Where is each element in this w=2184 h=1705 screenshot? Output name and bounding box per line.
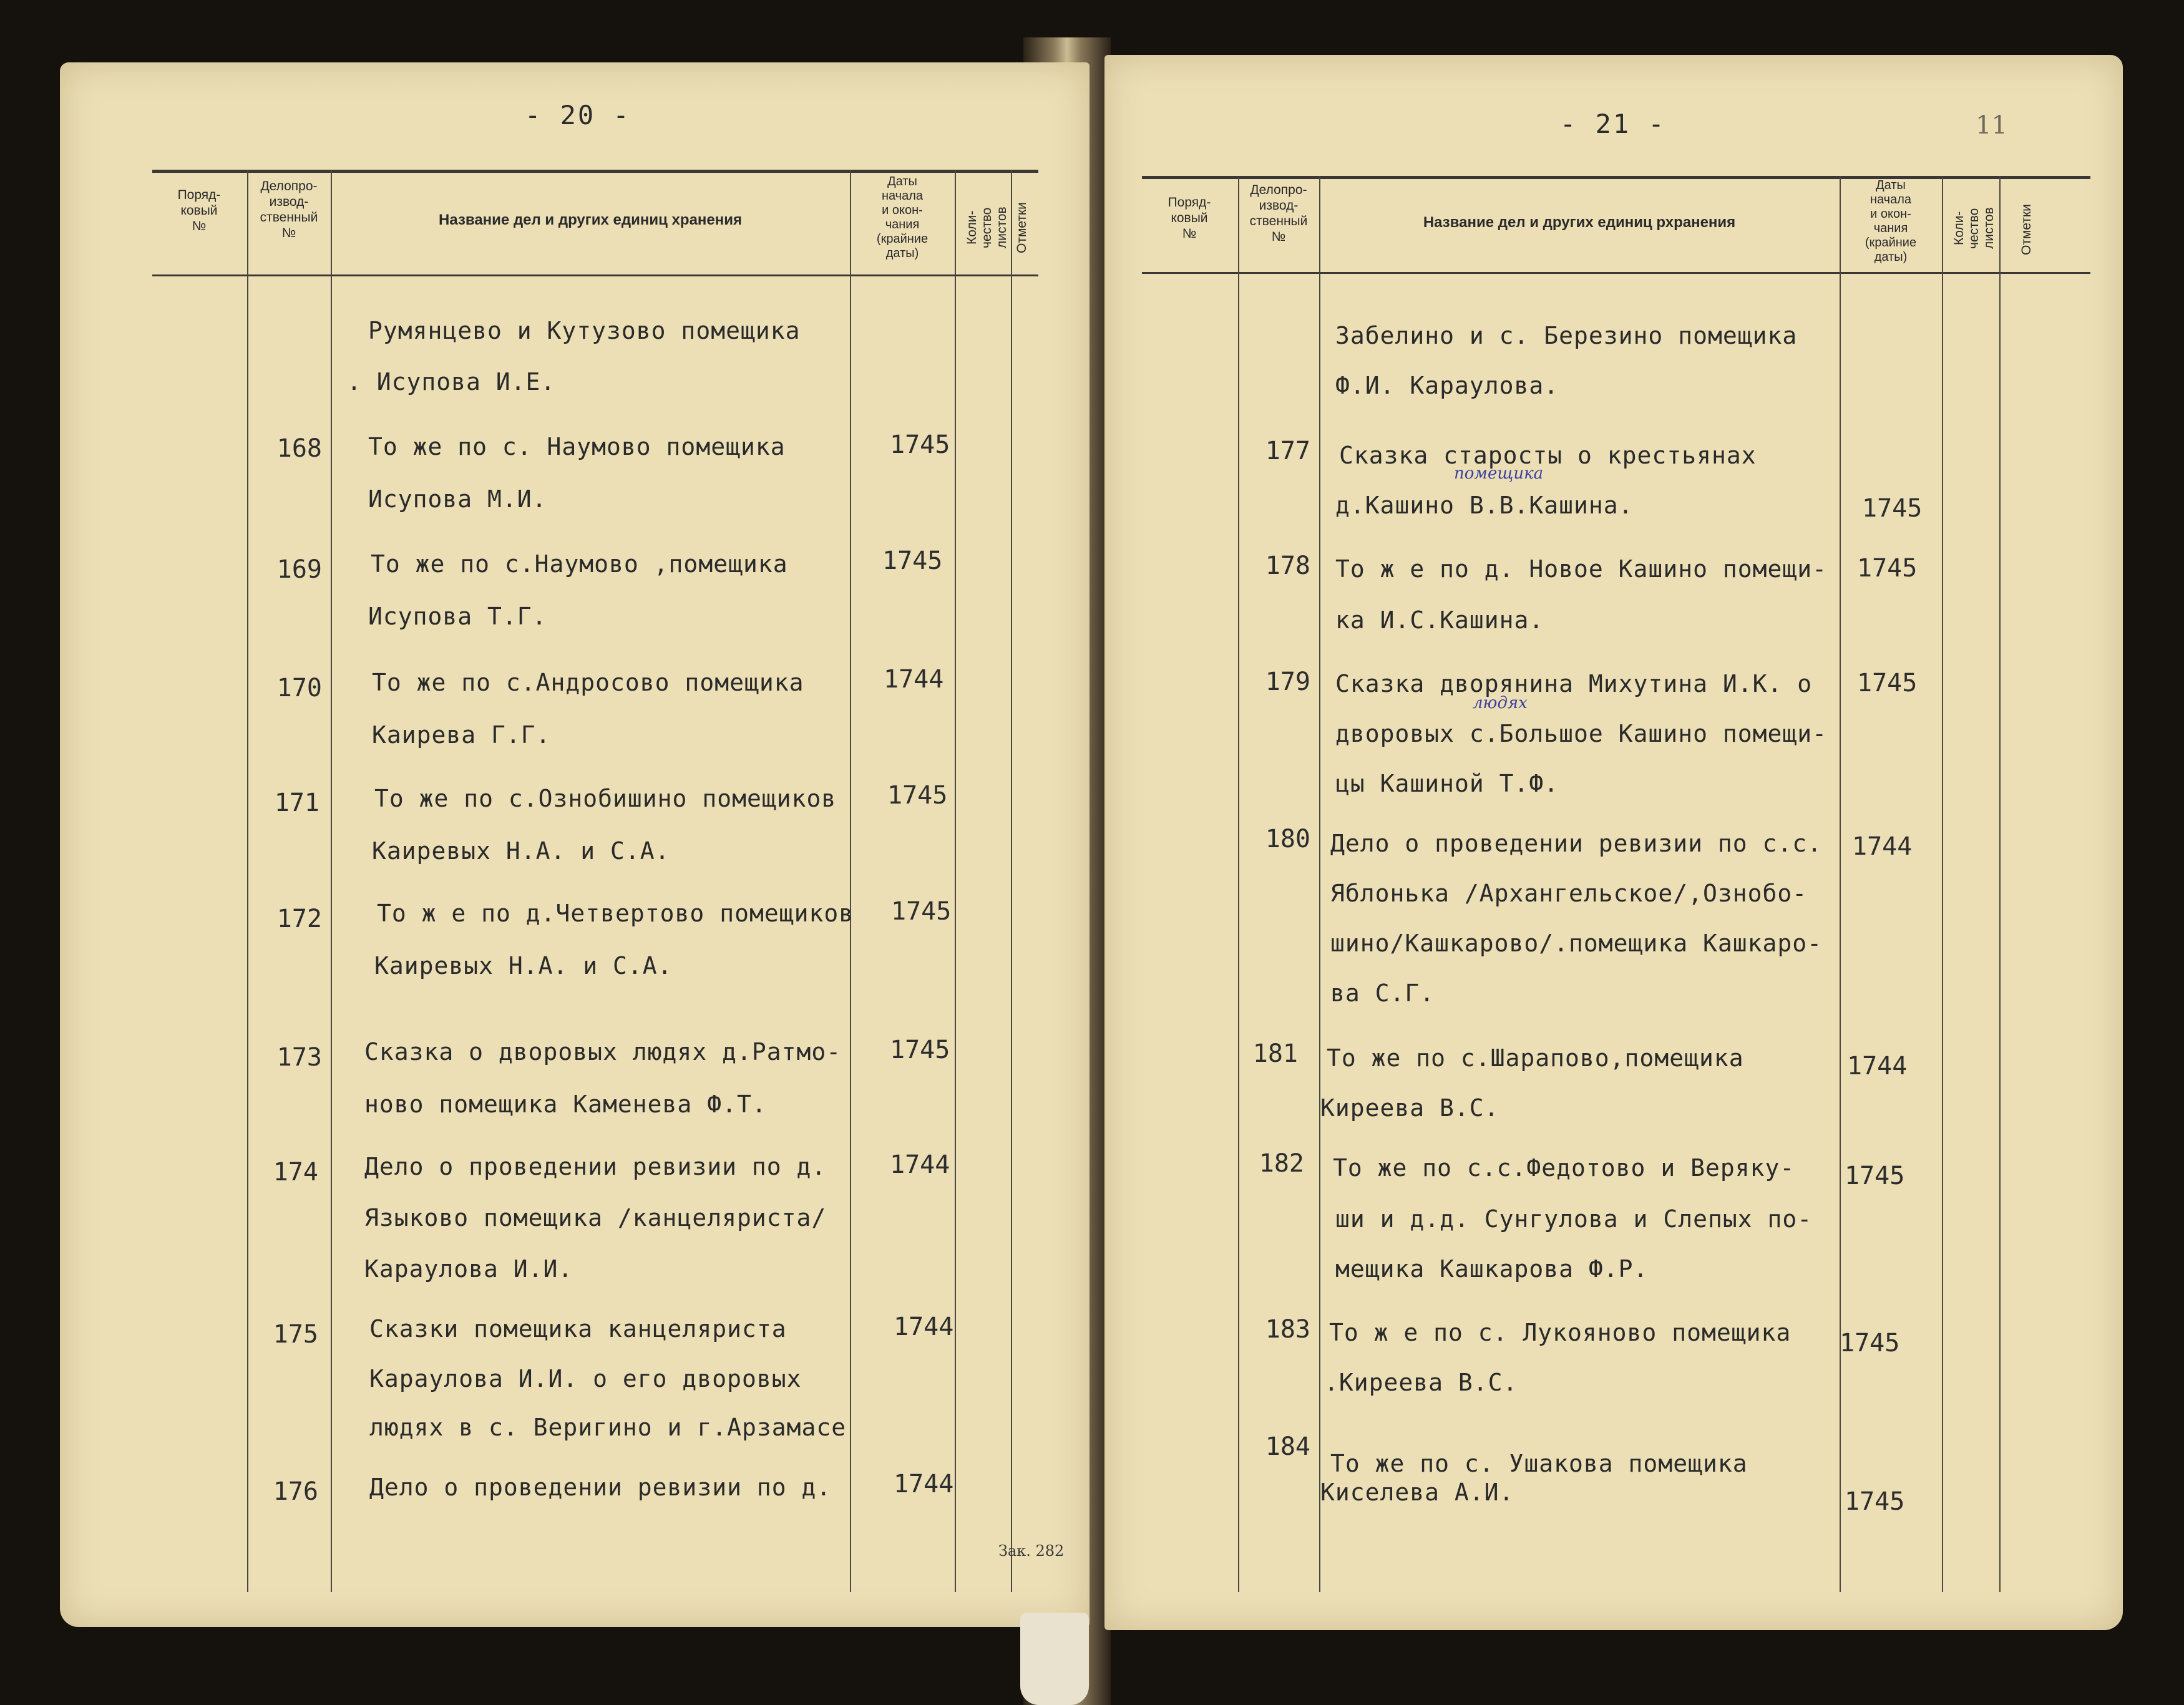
left-col-divider-5	[1011, 170, 1012, 1592]
entry-text-line: Сказки помещика канцеляриста	[369, 1315, 787, 1343]
entry-date: 1745	[1845, 1162, 1905, 1190]
entry-text-line: Киреева В.С.	[1320, 1094, 1499, 1122]
entry-date: 1745	[1857, 669, 1918, 697]
left-col-divider-1	[247, 170, 248, 1592]
entry-text-line: То же по с.Андросово помещика	[372, 669, 804, 696]
entry-text-line: ка И.С.Кашина.	[1335, 606, 1544, 634]
handwritten-insertion: помещика	[1454, 464, 1544, 483]
right-col-divider-1	[1238, 176, 1239, 1592]
left-header-notes: Отметки	[1015, 202, 1029, 253]
entry-text-line: цы Кашиной Т.Ф.	[1335, 770, 1559, 797]
entry-text-line: дворовых с.Большое Кашино помещи-	[1335, 720, 1827, 747]
entry-number: 183	[1265, 1315, 1310, 1344]
entry-date: 1745	[890, 430, 950, 459]
entry-number: 181	[1252, 1039, 1298, 1068]
entry-text-line: шино/Кашкарово/.помещика Кашкаро-	[1330, 930, 1822, 957]
left-page-number: - 20 -	[525, 100, 631, 130]
left-header-top-rule	[152, 170, 1038, 173]
entry-date: 1744	[884, 665, 944, 694]
order-note: Зак. 282	[998, 1542, 1065, 1560]
right-header-notes: Отметки	[2019, 204, 2034, 255]
right-col-divider-2	[1319, 176, 1320, 1592]
entry-text-line: Сказка старосты о крестьянах	[1339, 442, 1757, 469]
entry-text-line: Каиревых Н.А. и С.А.	[374, 952, 673, 979]
bookmark-ribbon	[1020, 1613, 1089, 1705]
right-header-top-rule	[1142, 176, 2090, 179]
right-header-office-number: Делопро- извод- ственный №	[1249, 183, 1308, 244]
entry-text-line: То же по с. Ушакова помещика	[1330, 1450, 1748, 1477]
entry-text-line: Ф.И. Караулова.	[1335, 372, 1559, 399]
left-header-office-number: Делопро- извод- ственный №	[260, 179, 318, 240]
entry-text-line: Каиревых Н.А. и С.А.	[372, 837, 670, 865]
left-header-dates: Даты начала и окон- чания (крайние даты)	[876, 175, 929, 260]
entry-date: 1744	[1847, 1052, 1908, 1081]
entry-date: 1745	[1845, 1487, 1905, 1516]
corner-folio-mark: 11	[1976, 111, 2007, 140]
entry-text-line: То ж е по д. Новое Кашино помещи-	[1335, 555, 1827, 583]
left-header-bottom-rule	[152, 274, 1038, 276]
entry-number: 172	[276, 905, 322, 933]
entry-number: 177	[1265, 437, 1310, 465]
entry-number: 180	[1265, 825, 1310, 853]
entry-text-line: . Исупова И.Е.	[347, 368, 556, 396]
entry-number: 184	[1265, 1432, 1310, 1461]
entry-date: 1745	[882, 546, 943, 575]
entry-text-line: д.Кашино В.В.Кашина.	[1335, 492, 1634, 519]
right-col-divider-4	[1942, 176, 1943, 1592]
entry-number: 170	[276, 674, 322, 702]
left-col-divider-4	[955, 170, 956, 1592]
entry-number: 174	[273, 1158, 318, 1187]
entry-text-line: Дело о проведении ревизии по д.	[369, 1474, 832, 1501]
right-col-divider-3	[1840, 176, 1841, 1592]
entry-text-line: То же по с.Наумово ,помещика	[371, 550, 788, 578]
handwritten-insertion: людях	[1473, 694, 1528, 712]
right-header-ordinal: Поряд- ковый №	[1168, 195, 1211, 241]
entry-text-line: Исупова Т.Г.	[368, 603, 547, 630]
right-page-number: - 21 -	[1560, 109, 1666, 139]
entry-text-line: То же по с.с.Федотово и Веряку-	[1333, 1154, 1795, 1182]
entry-text-line: людях в с. Веригино и г.Арзамасе	[369, 1414, 847, 1441]
entry-text-line: Румянцево и Кутузово помещика	[368, 317, 801, 344]
right-header-dates: Даты начала и окон- чания (крайние даты)	[1865, 178, 1917, 264]
entry-text-line: То ж е по д.Четвертово помещиков	[377, 900, 854, 927]
entry-number: 171	[274, 789, 319, 817]
entry-number: 173	[276, 1043, 322, 1072]
left-page	[60, 62, 1090, 1627]
entry-number: 168	[276, 434, 322, 463]
entry-text-line: То же по с.Шарапово,помещика	[1327, 1044, 1744, 1072]
entry-text-line: ва С.Г.	[1330, 979, 1435, 1007]
entry-date: 1744	[894, 1470, 954, 1499]
entry-number: 169	[276, 555, 322, 584]
entry-text-line: То же по с.Ознобишино помещиков	[374, 785, 837, 812]
right-header-title: Название дел и других единиц рхранения	[1423, 214, 1736, 231]
entry-text-line: ново помещика Каменева Ф.Т.	[364, 1091, 767, 1118]
entry-date: 1745	[890, 1036, 950, 1064]
entry-text-line: Забелино и с. Березино помещика	[1335, 322, 1798, 349]
entry-text-line: Дело о проведении ревизии по д.	[364, 1153, 827, 1180]
right-header-bottom-rule	[1142, 272, 2090, 274]
entry-date: 1745	[1857, 554, 1918, 583]
right-header-sheets: Коли- чество листов	[1952, 207, 1996, 250]
entry-text-line: Дело о проведении ревизии по с.с.	[1330, 830, 1822, 857]
left-col-divider-3	[850, 170, 851, 1592]
entry-number: 178	[1265, 551, 1310, 580]
entry-date: 1745	[1862, 494, 1923, 523]
entry-text-line: Яблонька /Архангельское/,Ознобо-	[1330, 880, 1808, 907]
left-header-ordinal: Поряд- ковый №	[177, 188, 221, 233]
entry-text-line: Киселева А.И.	[1320, 1479, 1514, 1506]
entry-text-line: Языково помещика /канцеляриста/	[364, 1204, 827, 1231]
entry-date: 1744	[890, 1150, 950, 1179]
left-header-title: Название дел и других единиц хранения	[438, 211, 743, 228]
entry-number: 176	[273, 1477, 318, 1506]
right-col-divider-5	[1999, 176, 2001, 1592]
entry-text-line: Сказка о дворовых людях д.Ратмо-	[364, 1038, 842, 1066]
entry-date: 1745	[887, 781, 948, 810]
entry-date: 1744	[894, 1313, 954, 1341]
entry-date: 1745	[1840, 1329, 1900, 1358]
entry-text-line: Сказка дворянина Михутина И.К. о	[1335, 670, 1813, 697]
left-col-divider-2	[331, 170, 332, 1592]
left-header-sheets: Коли- чество листов	[965, 206, 1009, 249]
entry-text-line: Караулова И.И.	[364, 1255, 573, 1283]
entry-date: 1745	[891, 897, 952, 926]
entry-number: 179	[1265, 668, 1310, 696]
entry-text-line: мещика Кашкарова Ф.Р.	[1335, 1255, 1649, 1283]
entry-text-line: .Киреева В.С.	[1324, 1369, 1518, 1396]
entry-text-line: ши и д.д. Сунгулова и Слепых по-	[1335, 1205, 1813, 1233]
entry-text-line: То же по с. Наумово помещика	[368, 433, 786, 460]
entry-text-line: То ж е по с. Лукояново помещика	[1329, 1319, 1792, 1346]
entry-text-line: Исупова М.И.	[368, 485, 547, 513]
right-page	[1104, 55, 2123, 1630]
entry-date: 1744	[1852, 832, 1913, 861]
entry-number: 182	[1259, 1149, 1304, 1178]
entry-text-line: Каирева Г.Г.	[372, 721, 551, 749]
entry-text-line: Караулова И.И. о его дворовых	[369, 1365, 802, 1392]
entry-number: 175	[273, 1320, 318, 1349]
